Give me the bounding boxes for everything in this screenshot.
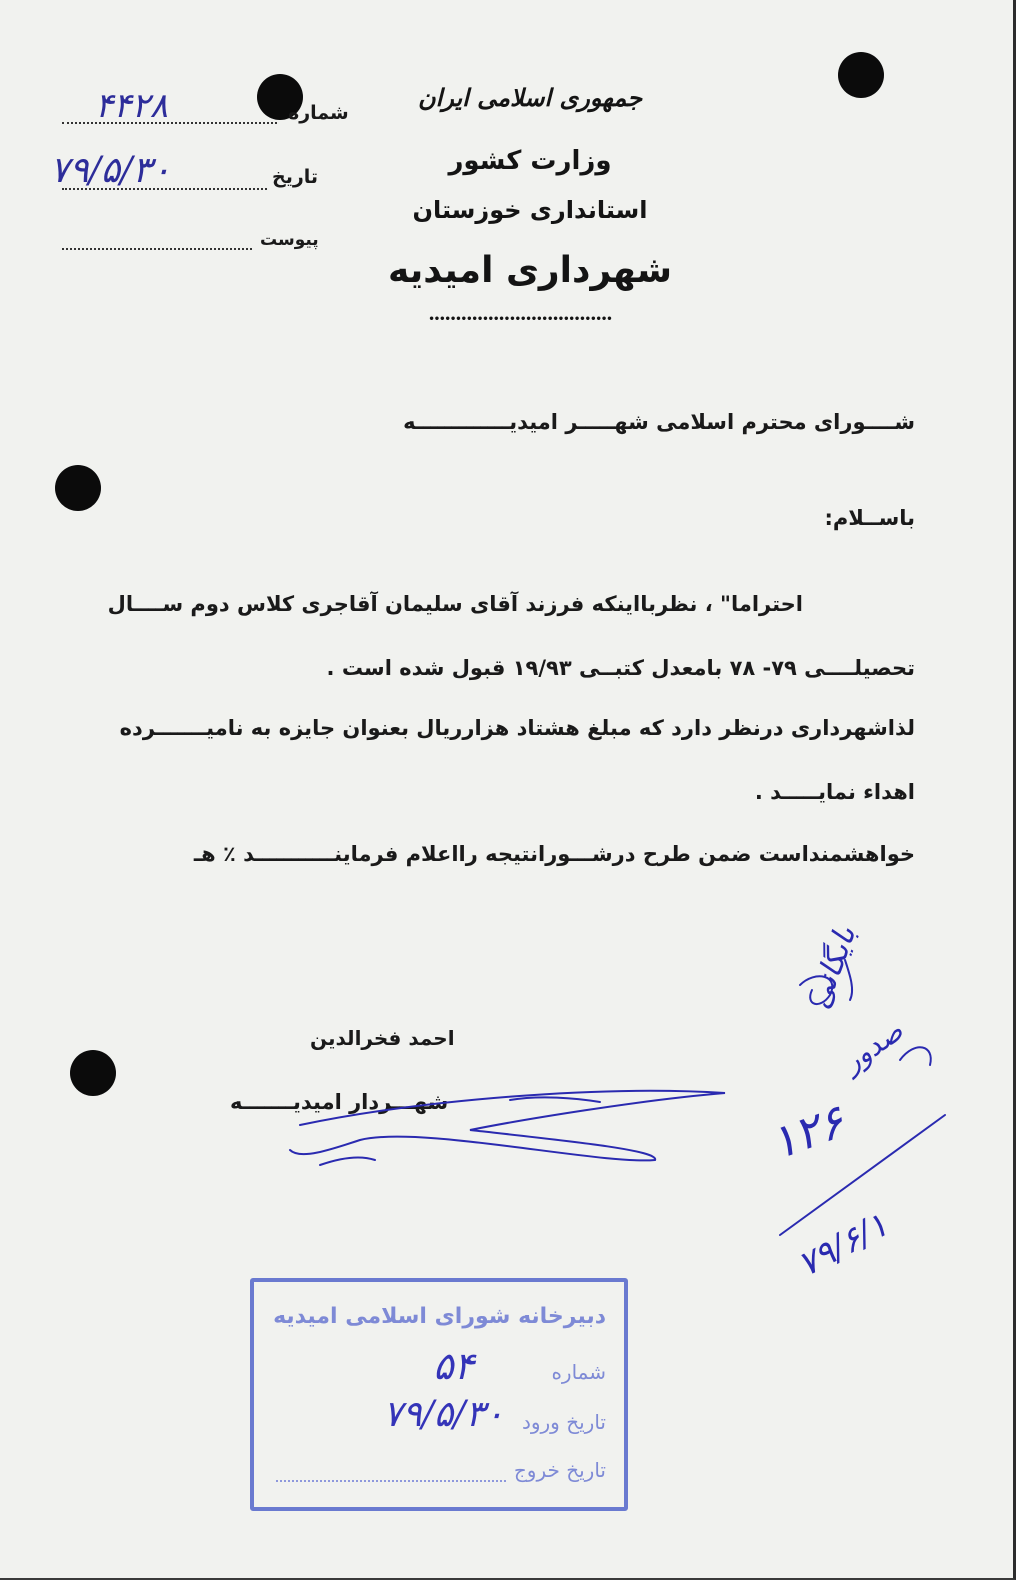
governorate-title: استانداری خوزستان xyxy=(412,196,648,224)
body-line: تحصیلــــی ۷۹- ۷۸ بامعدل کتبــی ۱۹/۹۳ قبول شده است . xyxy=(326,656,915,680)
signature-scribble xyxy=(290,1091,725,1161)
stamp-entry-date-value: ۷۹/۵/۳۰ xyxy=(383,1394,504,1435)
republic-title: جمهوری اسلامی ایران xyxy=(417,84,643,112)
municipality-title: شهرداری امیدیه xyxy=(387,250,673,291)
body-line: خواهشمنداست ضمن طرح درشـــورانتیجه رااعلام فرماینـــــــــــد ٪ هـ xyxy=(193,842,915,866)
signature-scribble xyxy=(510,1097,600,1102)
recipient-line: شــــورای محترم اسلامی شهـــــر امیدیـــــــــــــه xyxy=(403,410,915,434)
body-line: اهداء نمایـــــد . xyxy=(754,780,915,804)
attachment-label: پیوست xyxy=(260,230,319,250)
stamp-title: دبیرخانه شورای اسلامی امیدیه xyxy=(273,1304,606,1329)
date-value: ۷۹/۵/۳۰ xyxy=(50,150,171,191)
handwritten-note: صدور xyxy=(836,1014,910,1079)
number-label: شماره xyxy=(288,102,349,124)
body-line: احتراما" ، نظربااینکه فرزند آقای سلیمان آقاجری کلاس دوم ســــال xyxy=(107,592,803,616)
stamp-exit-date-label: تاریخ خروج xyxy=(513,1458,606,1482)
stamp-exit-date-line xyxy=(276,1480,506,1482)
handwritten-date: ۷۹/۶/۱ xyxy=(791,1204,895,1286)
handwritten-number: ۱۲۶ xyxy=(763,1093,852,1171)
number-value: ۴۴۲۸ xyxy=(95,86,169,126)
handwritten-note: بایگانی xyxy=(801,921,864,1014)
body-line: لذاشهرداری درنظر دارد که مبلغ هشتاد هزارریال بعنوان جایزه به نامیـــــــرده xyxy=(119,716,915,740)
header-ornament: •••••••••••••••••••••••••••••••••• xyxy=(428,314,612,325)
ministry-title: وزارت کشور xyxy=(448,146,612,176)
stamp-number-value: ۵۴ xyxy=(433,1344,474,1388)
signature-scribble xyxy=(320,1158,375,1165)
margin-squiggle xyxy=(900,1047,931,1065)
stamp-entry-date-label: تاریخ ورود xyxy=(521,1410,606,1434)
signatory-name: احمد فخرالدین xyxy=(310,1026,455,1050)
date-label: تاریخ xyxy=(272,166,319,188)
registry-stamp xyxy=(250,1278,628,1511)
greeting: باســلام: xyxy=(824,506,915,530)
stamp-number-label: شماره xyxy=(551,1360,606,1384)
signatory-title: شهـــردار امیدیـــــــه xyxy=(230,1090,449,1114)
